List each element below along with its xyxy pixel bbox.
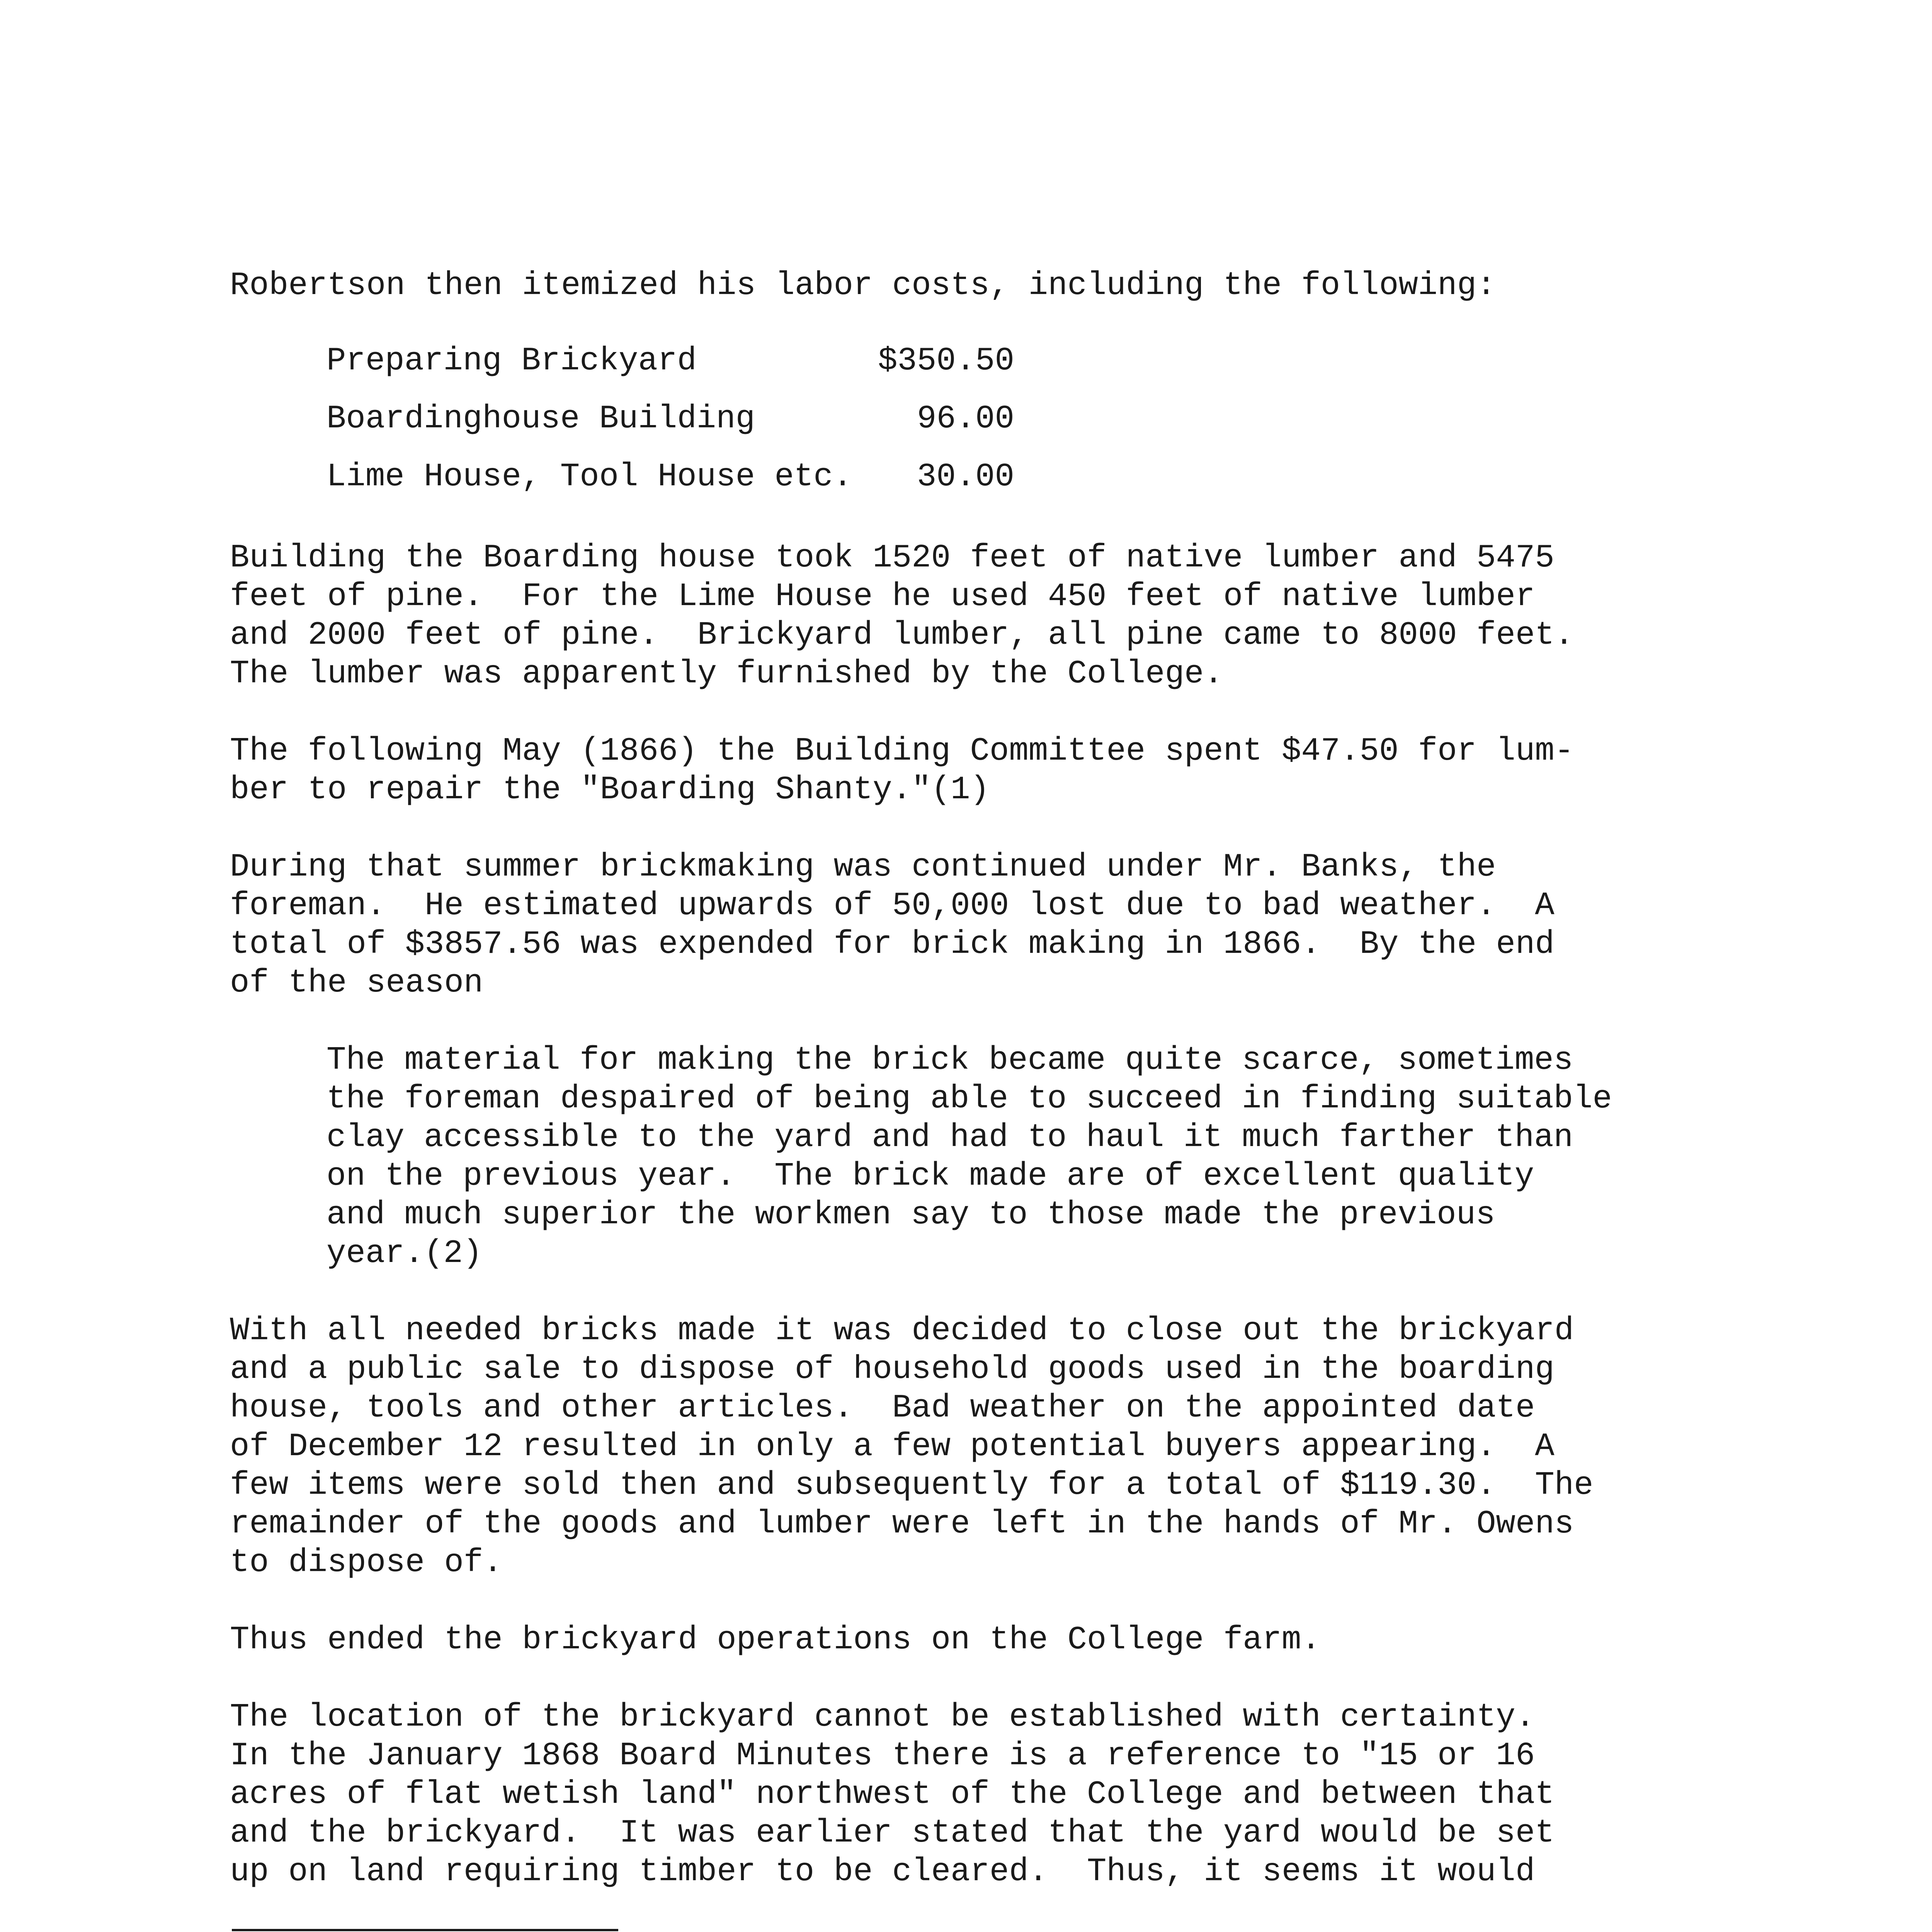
closing-sale-paragraph: With all needed bricks made it was decided to close out the brickyard and a public sale to dispose of household goods used in the boarding house, tools and other articles. Bad weather on the appointed date of December 12 resulted in only a few potential buyers appearing. A few items were sold then and subsequently for a total of $119.30. The remainder of the goods and lumber were left in the hands of Mr. Owens to dispose of. <box>230 1313 1594 1581</box>
summer-paragraph: During that summer brickmaking was continued under Mr. Banks, the foreman. He estimated upwards of 50,000 lost due to bad weather. A total of $3857.56 was expended for brick making in 1866. By the end of the season <box>230 849 1554 1002</box>
intro-paragraph: Robertson then itemized his labor costs, including the following: <box>230 267 1496 304</box>
labor-costs-table <box>327 342 1014 516</box>
labor-cost-row <box>327 400 1014 458</box>
labor-cost-item: Preparing Brickyard <box>327 343 697 379</box>
operations-ended-paragraph: Thus ended the brickyard operations on the College farm. <box>230 1622 1321 1658</box>
labor-cost-amount: $350.50 <box>878 343 1014 379</box>
block-quote: The material for making the brick became quite scarce, sometimes the foreman despaired of being able to succeed in finding suitable clay accessible to the yard and had to haul it much farther than on the previous year. The brick made are of excellent quality and much superior the workmen say to those made the previous year.(2) <box>327 1042 1612 1272</box>
labor-cost-item: Boardinghouse Building <box>327 401 755 437</box>
labor-cost-row <box>327 342 1014 400</box>
labor-cost-row <box>327 458 1014 516</box>
location-paragraph: The location of the brickyard cannot be established with certainty. In the January 1868 Board Minutes there is a reference to "15 or 16 acres of flat wetish land" northwest of the College and between that and the brickyard. It was earlier stated that the yard would be set up on land requiring timber to be cleared. Thus, it seems it would <box>230 1699 1554 1890</box>
labor-cost-amount: 30.00 <box>917 459 1014 495</box>
footnote-divider <box>232 1929 618 1931</box>
lumber-paragraph: Building the Boarding house took 1520 feet of native lumber and 5475 feet of pine. For the Lime House he used 450 feet of native lumber and 2000 feet of pine. Brickyard lumber, all pine came to 8000 feet. The lumber was apparently furnished by the College. <box>230 540 1574 692</box>
may-paragraph: The following May (1866) the Building Committee spent $47.50 for lum- ber to repair the "Boarding Shanty."(1) <box>230 733 1574 808</box>
labor-cost-amount: 96.00 <box>917 401 1014 437</box>
labor-cost-item: Lime House, Tool House etc. <box>327 459 853 495</box>
